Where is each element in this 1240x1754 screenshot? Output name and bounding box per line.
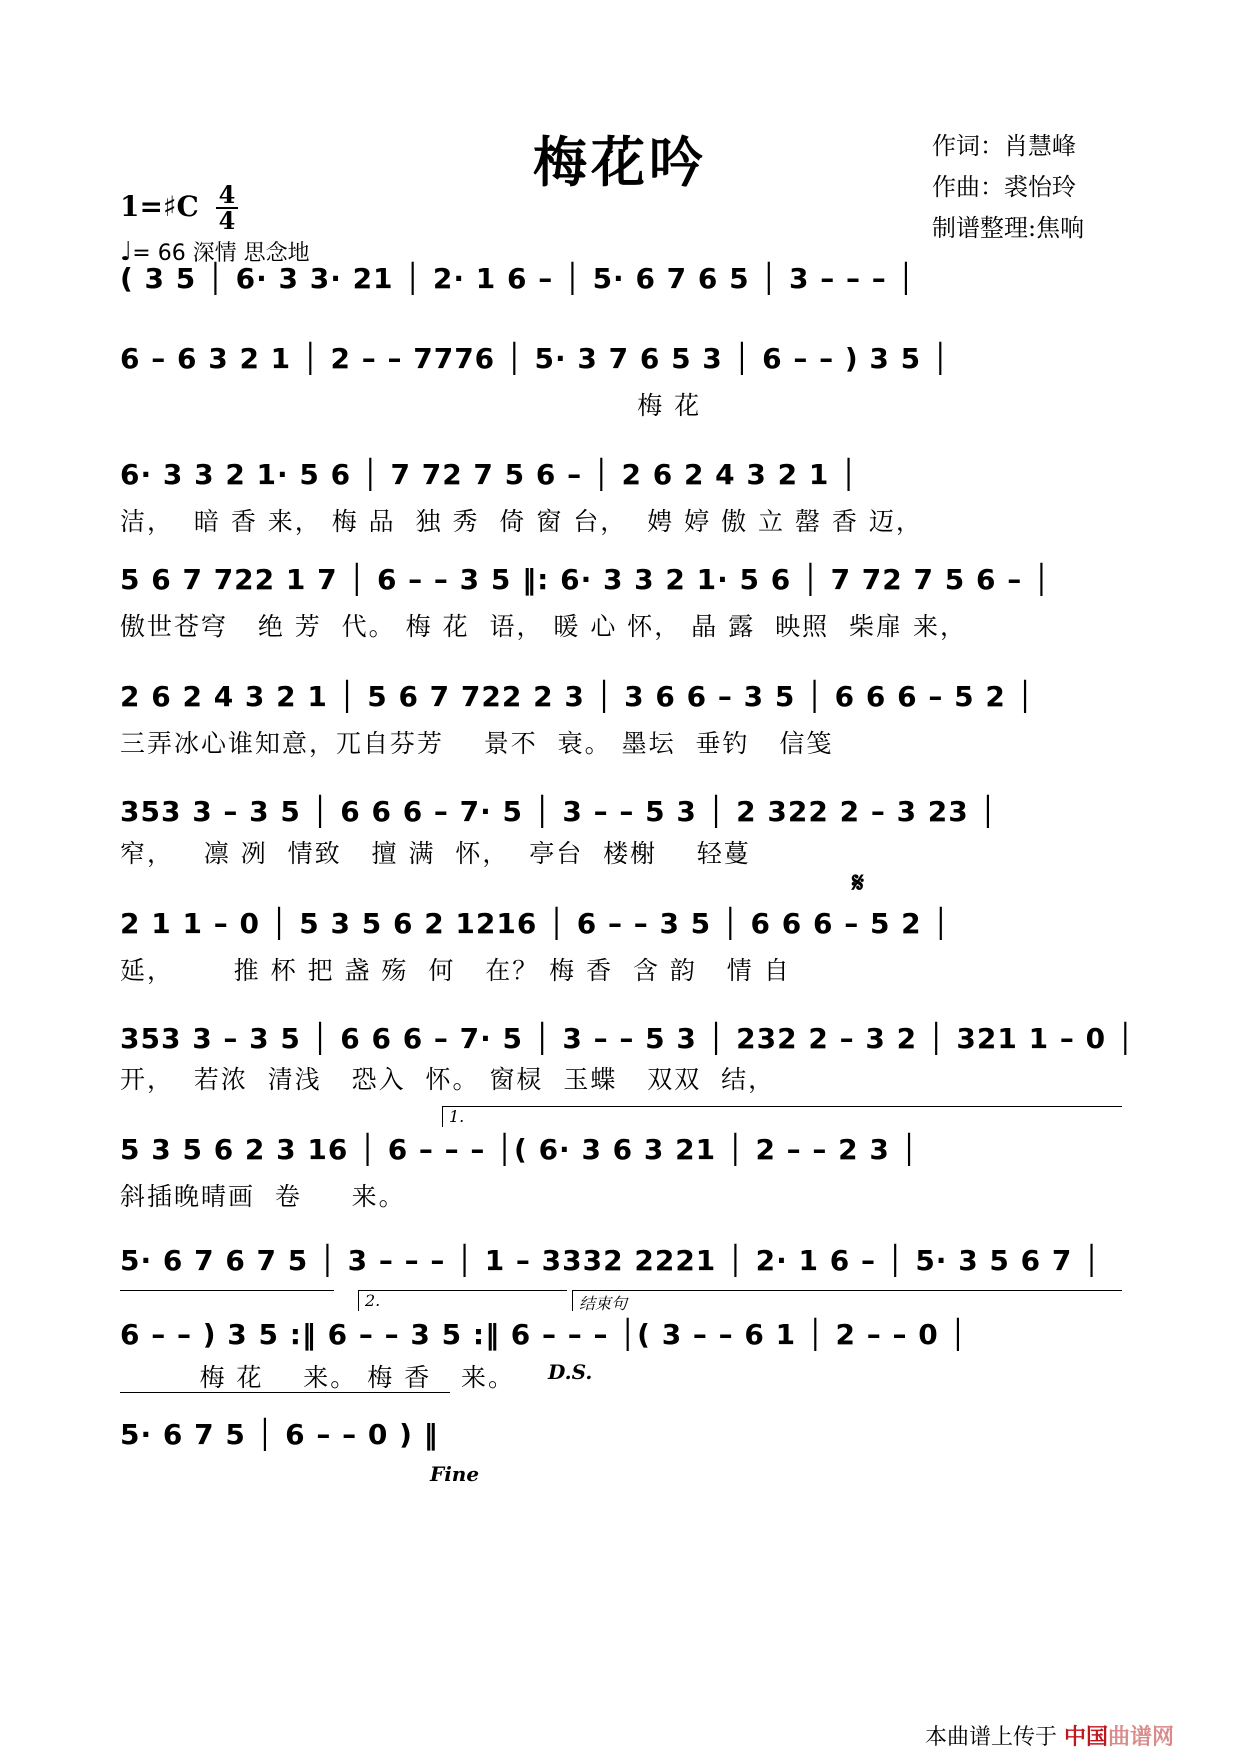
notation-row-5: 2 6 2 4 3 2 1 │ 5 6 7 722 2 3 │ 3 6 6 – 3 5 │ 6 6 6 – 5 2 │ [120, 680, 1035, 713]
quarter-note-icon: ♩ [120, 237, 133, 267]
notation-row-7: 2 1 1 – 0 │ 5 3 5 6 2 1216 │ 6 – – 3 5 │ 6 6 6 – 5 2 │ [120, 907, 951, 940]
key-signature: 1=♯C [120, 190, 199, 223]
volta-1-bracket: 1. [442, 1106, 1122, 1127]
lyric-row-8: 开， 若浓 清浅 恐入 怀。 窗棂 玉蝶 双双 结， [120, 1065, 776, 1094]
ending-bracket: 结束句 [572, 1290, 1122, 1311]
lyric-row-9: 斜插晚晴画 卷 来。 [120, 1182, 406, 1211]
lyricist: 作词：肖慧峰 [932, 132, 1076, 160]
time-top: 4 [218, 180, 236, 209]
lyric-row-6: 窄， 凛 冽 情致 擅 满 怀， 亭台 楼榭 轻蔓 [120, 839, 751, 868]
arranger: 制谱整理:焦响 [932, 214, 1085, 242]
notation-row-1: ( 3 5 │ 6· 3 3· 21 │ 2· 1 6 – │ 5· 6 7 6 5 │ 3 – – – │ [120, 262, 916, 295]
lyric-row-3: 洁， 暗 香 来， 梅 品 独 秀 倚 窗 台， 娉 婷 傲 立 罄 香 迈， [120, 507, 923, 536]
composer: 作曲：裘怡玲 [932, 173, 1076, 201]
notation-row-3: 6· 3 3 2 1· 5 6 │ 7 72 7 5 6 – │ 2 6 2 4 3 2 1 │ [120, 458, 858, 491]
lyric-row-4: 傲世苍穹 绝 芳 代。 梅 花 语， 暖 心 怀， 晶 露 映照 柴扉 来， [120, 612, 967, 641]
notation-row-11: 6 – – ) 3 5 :‖ 6 – – 3 5 :‖ 6 – – – │( 3 – – 6 1 │ 2 – – 0 │ [120, 1318, 968, 1351]
final-bracket [120, 1392, 450, 1413]
site-name: 中国 [1064, 1725, 1109, 1750]
lyric-row-7: 延， 推 杯 把 盏 殇 何 在？ 梅 香 含 韵 情 自 [120, 956, 791, 985]
notation-row-9: 5 3 5 6 2 3 16 │ 6 – – – │( 6· 3 6 3 21 │ 2 – – 2 3 │ [120, 1133, 919, 1166]
notation-row-12: 5· 6 7 5 │ 6 – – 0 ) ‖ [120, 1418, 439, 1451]
notation-row-10: 5· 6 7 6 7 5 │ 3 – – – │ 1 – 3332 2221 │ 2· 1 6 – │ 5· 3 5 6 7 │ [120, 1244, 1101, 1277]
site-name-2: 曲谱网 [1108, 1725, 1175, 1750]
lyric-row-5: 三弄冰心谁知意，兀自芬芳 景不 衰。 墨坛 垂钓 信笺 [120, 729, 834, 758]
tempo-text: = 66 深情 思念地 [132, 241, 310, 266]
time-bottom: 4 [218, 206, 236, 235]
upload-text: 本曲谱上传于 [925, 1725, 1058, 1750]
score-title: 梅花吟 [533, 130, 707, 194]
notation-row-8: 353 3 – 3 5 │ 6 6 6 – 7· 5 │ 3 – – 5 3 │ 232 2 – 3 2 │ 321 1 – 0 │ [120, 1022, 1135, 1055]
segno-sign: 𝄋 [852, 866, 865, 899]
credits [932, 126, 1084, 249]
footer-watermark [925, 1720, 1174, 1751]
volta-2-bracket: 2. [358, 1290, 567, 1311]
lyric-row-11: 梅 花 来。 梅 香 来。 [120, 1363, 516, 1392]
time-signature [216, 180, 238, 235]
notation-row-2: 6 – 6 3 2 1 │ 2 – – 7776 │ 5· 3 7 6 5 3 │ 6 – – ) 3 5 │ [120, 342, 950, 375]
ds-mark: D.S. [548, 1360, 593, 1384]
notation-row-6: 353 3 – 3 5 │ 6 6 6 – 7· 5 │ 3 – – 5 3 │ 2 322 2 – 3 23 │ [120, 795, 998, 828]
fine-mark: Fine [430, 1462, 480, 1486]
notation-row-4: 5 6 7 722 1 7 │ 6 – – 3 5 ‖: 6· 3 3 2 1· 5 6 │ 7 72 7 5 6 – │ [120, 563, 1051, 596]
volta-1-continuation [120, 1290, 334, 1311]
lyric-row-2: 梅 花 [120, 391, 702, 420]
